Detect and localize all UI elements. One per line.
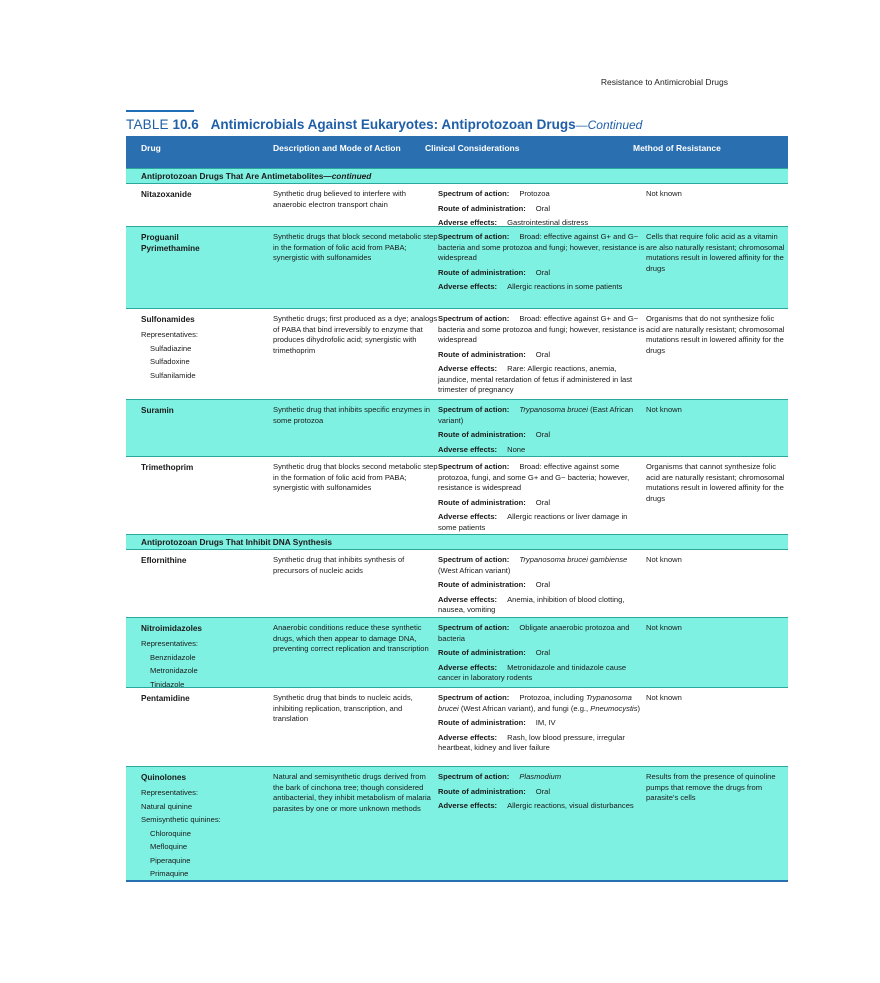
table-number: 10.6 — [172, 117, 199, 132]
description: Synthetic drug that binds to nucleic acids, inhibiting replication, transcription, and translation — [273, 693, 413, 723]
resistance: Organisms that cannot synthesize folic acid are naturally resistant; chromosomal mutations result in lowered affinity for the drugs — [646, 462, 785, 503]
table-row: Quinolones Representatives: Natural quinine Semisynthetic quinines: Chloroquine Mefloquine Piperaquine Primaquine Natural and semisynthetic drugs derived from the bark of cinchona tree; though considered antibacterial, they inhibit metabolism of malaria parasites by one or more unknown methods Spectrum of action: Plasmodium Route of administration: Oral Adverse effects: Allergic reactions, visual disturbances Results from the presence of quinoline pumps that remove the drugs from parasite's cells — [126, 766, 788, 880]
drug-name: Nitazoxanide — [141, 190, 192, 199]
drug-name: Sulfonamides — [141, 315, 195, 324]
table-row: Sulfonamides Representatives: Sulfadiazine Sulfadoxine Sulfanilamide Synthetic drugs; first produced as a dye; analogs of PABA that bind irreversibly to enzyme that produces dihydrofolic acid; synergistic with trimethoprim Spectrum of action: Broad: effective against G+ and G− bacteria and some protozoa and fungi; however, resistance is widespread Route of administration: Oral Adverse effects: Rare: Allergic reactions, anemia, jaundice, mental retardation of fetus if administered in last trimester of pregnancy Organisms that do not synthesize folic acid are naturally resistant; chromosomal mutations result in lowered affinity for the drugs — [126, 308, 788, 399]
clinical: Spectrum of action: Broad: effective against G+ and G− bacteria and some protozoa and fungi; however, resistance is widespread Route of administration: Oral Adverse effects: Rare: Allergic reactions, anemia, jaundice, mental retardation of fetus if administered in last trimester of pregnancy — [438, 314, 645, 394]
drug-name: Pyrimethamine — [141, 244, 200, 253]
clinical: Spectrum of action: Trypanosoma brucei gambiense (West African variant) Route of administration: Oral Adverse effects: Anemia, inhibition of blood clotting, nausea, vomiting — [438, 555, 628, 614]
table-row — [126, 183, 788, 226]
drug-name: Suramin — [141, 406, 174, 415]
description: Anaerobic conditions reduce these synthetic drugs, which then appear to damage DNA, preventing correct replication and transcription — [273, 623, 429, 653]
table-label: TABLE — [126, 117, 169, 132]
header-drug: Drug — [141, 143, 161, 153]
header-clinical: Clinical Considerations — [425, 143, 520, 153]
resistance: Cells that require folic acid as a vitamin are also naturally resistant; chromosomal mutations result in lowered affinity for the drugs — [646, 232, 785, 273]
resistance: Results from the presence of quinoline pumps that remove the drugs from parasite's cells — [646, 772, 776, 802]
drug-name: Proguanil — [141, 233, 179, 242]
resistance: Organisms that do not synthesize folic acid are naturally resistant; chromosomal mutations result in lowered affinity for the drugs — [646, 314, 785, 355]
drug-table — [126, 136, 788, 882]
header-description: Description and Mode of Action — [273, 143, 401, 153]
table-header — [126, 136, 788, 168]
drug-name: Quinolones — [141, 773, 187, 782]
clinical: Spectrum of action: Protozoa Route of administration: Oral Adverse effects: Gastrointestinal distress — [438, 189, 589, 227]
resistance: Not known — [646, 555, 682, 564]
resistance: Not known — [646, 623, 682, 632]
running-head: Resistance to Antimicrobial Drugs — [600, 77, 728, 87]
drug-name: Pentamidine — [141, 694, 190, 703]
table-title — [126, 117, 788, 132]
clinical: Spectrum of action: Protozoa, including Trypanosoma brucei (West African variant), and fungi (e.g., Pneumocystis) Route of administration: IM, IV Adverse effects: Rash, low blood pressure, irregular heartbeat, kidney and liver failure — [438, 693, 641, 752]
table-row — [126, 549, 788, 617]
drug-name: Nitroimidazoles — [141, 624, 202, 633]
drug-name: Trimethoprim — [141, 463, 194, 472]
description: Synthetic drug that inhibits synthesis of precursors of nucleic acids — [273, 555, 405, 575]
description: Natural and semisynthetic drugs derived from the bark of cinchona tree; though considered antibacterial, they inhibit metabolism of malaria parasites by one or more unknown methods — [273, 772, 431, 813]
table-row — [126, 687, 788, 766]
title-rule — [126, 110, 194, 112]
table-main-title: Antimicrobials Against Eukaryotes: Antiprotozoan Drugs — [210, 117, 576, 132]
section-antimetabolites: Antiprotozoan Drugs That Are Antimetabolites—continued — [126, 168, 788, 183]
description: Synthetic drug believed to interfere with anaerobic electron transport chain — [273, 189, 406, 209]
resistance: Not known — [646, 693, 682, 702]
table-row — [126, 399, 788, 456]
table-row: Nitroimidazoles Representatives: Benznidazole Metronidazole Tinidazole Anaerobic conditions reduce these synthetic drugs, which then appear to damage DNA, preventing correct replication and transcription Spectrum of action: Obligate anaerobic protozoa and bacteria Route of administration: Oral Adverse effects: Metronidazole and tinidazole cause cancer in laboratory rodents Not known — [126, 617, 788, 687]
section-dna-synthesis: Antiprotozoan Drugs That Inhibit DNA Synthesis — [126, 534, 788, 549]
description: Synthetic drugs that block second metabolic step in the formation of folic acid from PABA; synergistic with sulfonamides — [273, 232, 438, 262]
clinical: Spectrum of action: Broad: effective against G+ and G− bacteria and some protozoa and fungi; however, resistance is widespread Route of administration: Oral Adverse effects: Allergic reactions in some patients — [438, 232, 645, 291]
header-resistance: Method of Resistance — [633, 143, 721, 153]
table-continued: —Continued — [575, 118, 643, 132]
description: Synthetic drug that inhibits specific enzymes in some protozoa — [273, 405, 431, 425]
table-row — [126, 226, 788, 308]
drug-name: Eflornithine — [141, 556, 187, 565]
clinical: Spectrum of action: Broad: effective against some protozoa, fungi, and some G+ and G− bacteria; however, resistance is widespread Route of administration: Oral Adverse effects: Allergic reactions or liver damage in some patients — [438, 462, 630, 532]
description: Synthetic drugs; first produced as a dye; analogs of PABA that bind irreversibly to enzyme that produces dihydrofolic acid; synergistic with trimethoprim — [273, 314, 438, 355]
resistance: Not known — [646, 405, 682, 414]
resistance: Not known — [646, 189, 682, 198]
table-row — [126, 456, 788, 534]
clinical: Spectrum of action: Obligate anaerobic protozoa and bacteria Route of administration: Oral Adverse effects: Metronidazole and tinidazole cause cancer in laboratory rodents — [438, 623, 630, 682]
description: Synthetic drug that blocks second metabolic step in the formation of folic acid from PABA; synergistic with sulfonamides — [273, 462, 438, 492]
clinical: Spectrum of action: Trypanosoma brucei (East African variant) Route of administration: Oral Adverse effects: None — [438, 405, 634, 454]
clinical: Spectrum of action: Plasmodium Route of administration: Oral Adverse effects: Allergic reactions, visual disturbances — [438, 772, 634, 810]
